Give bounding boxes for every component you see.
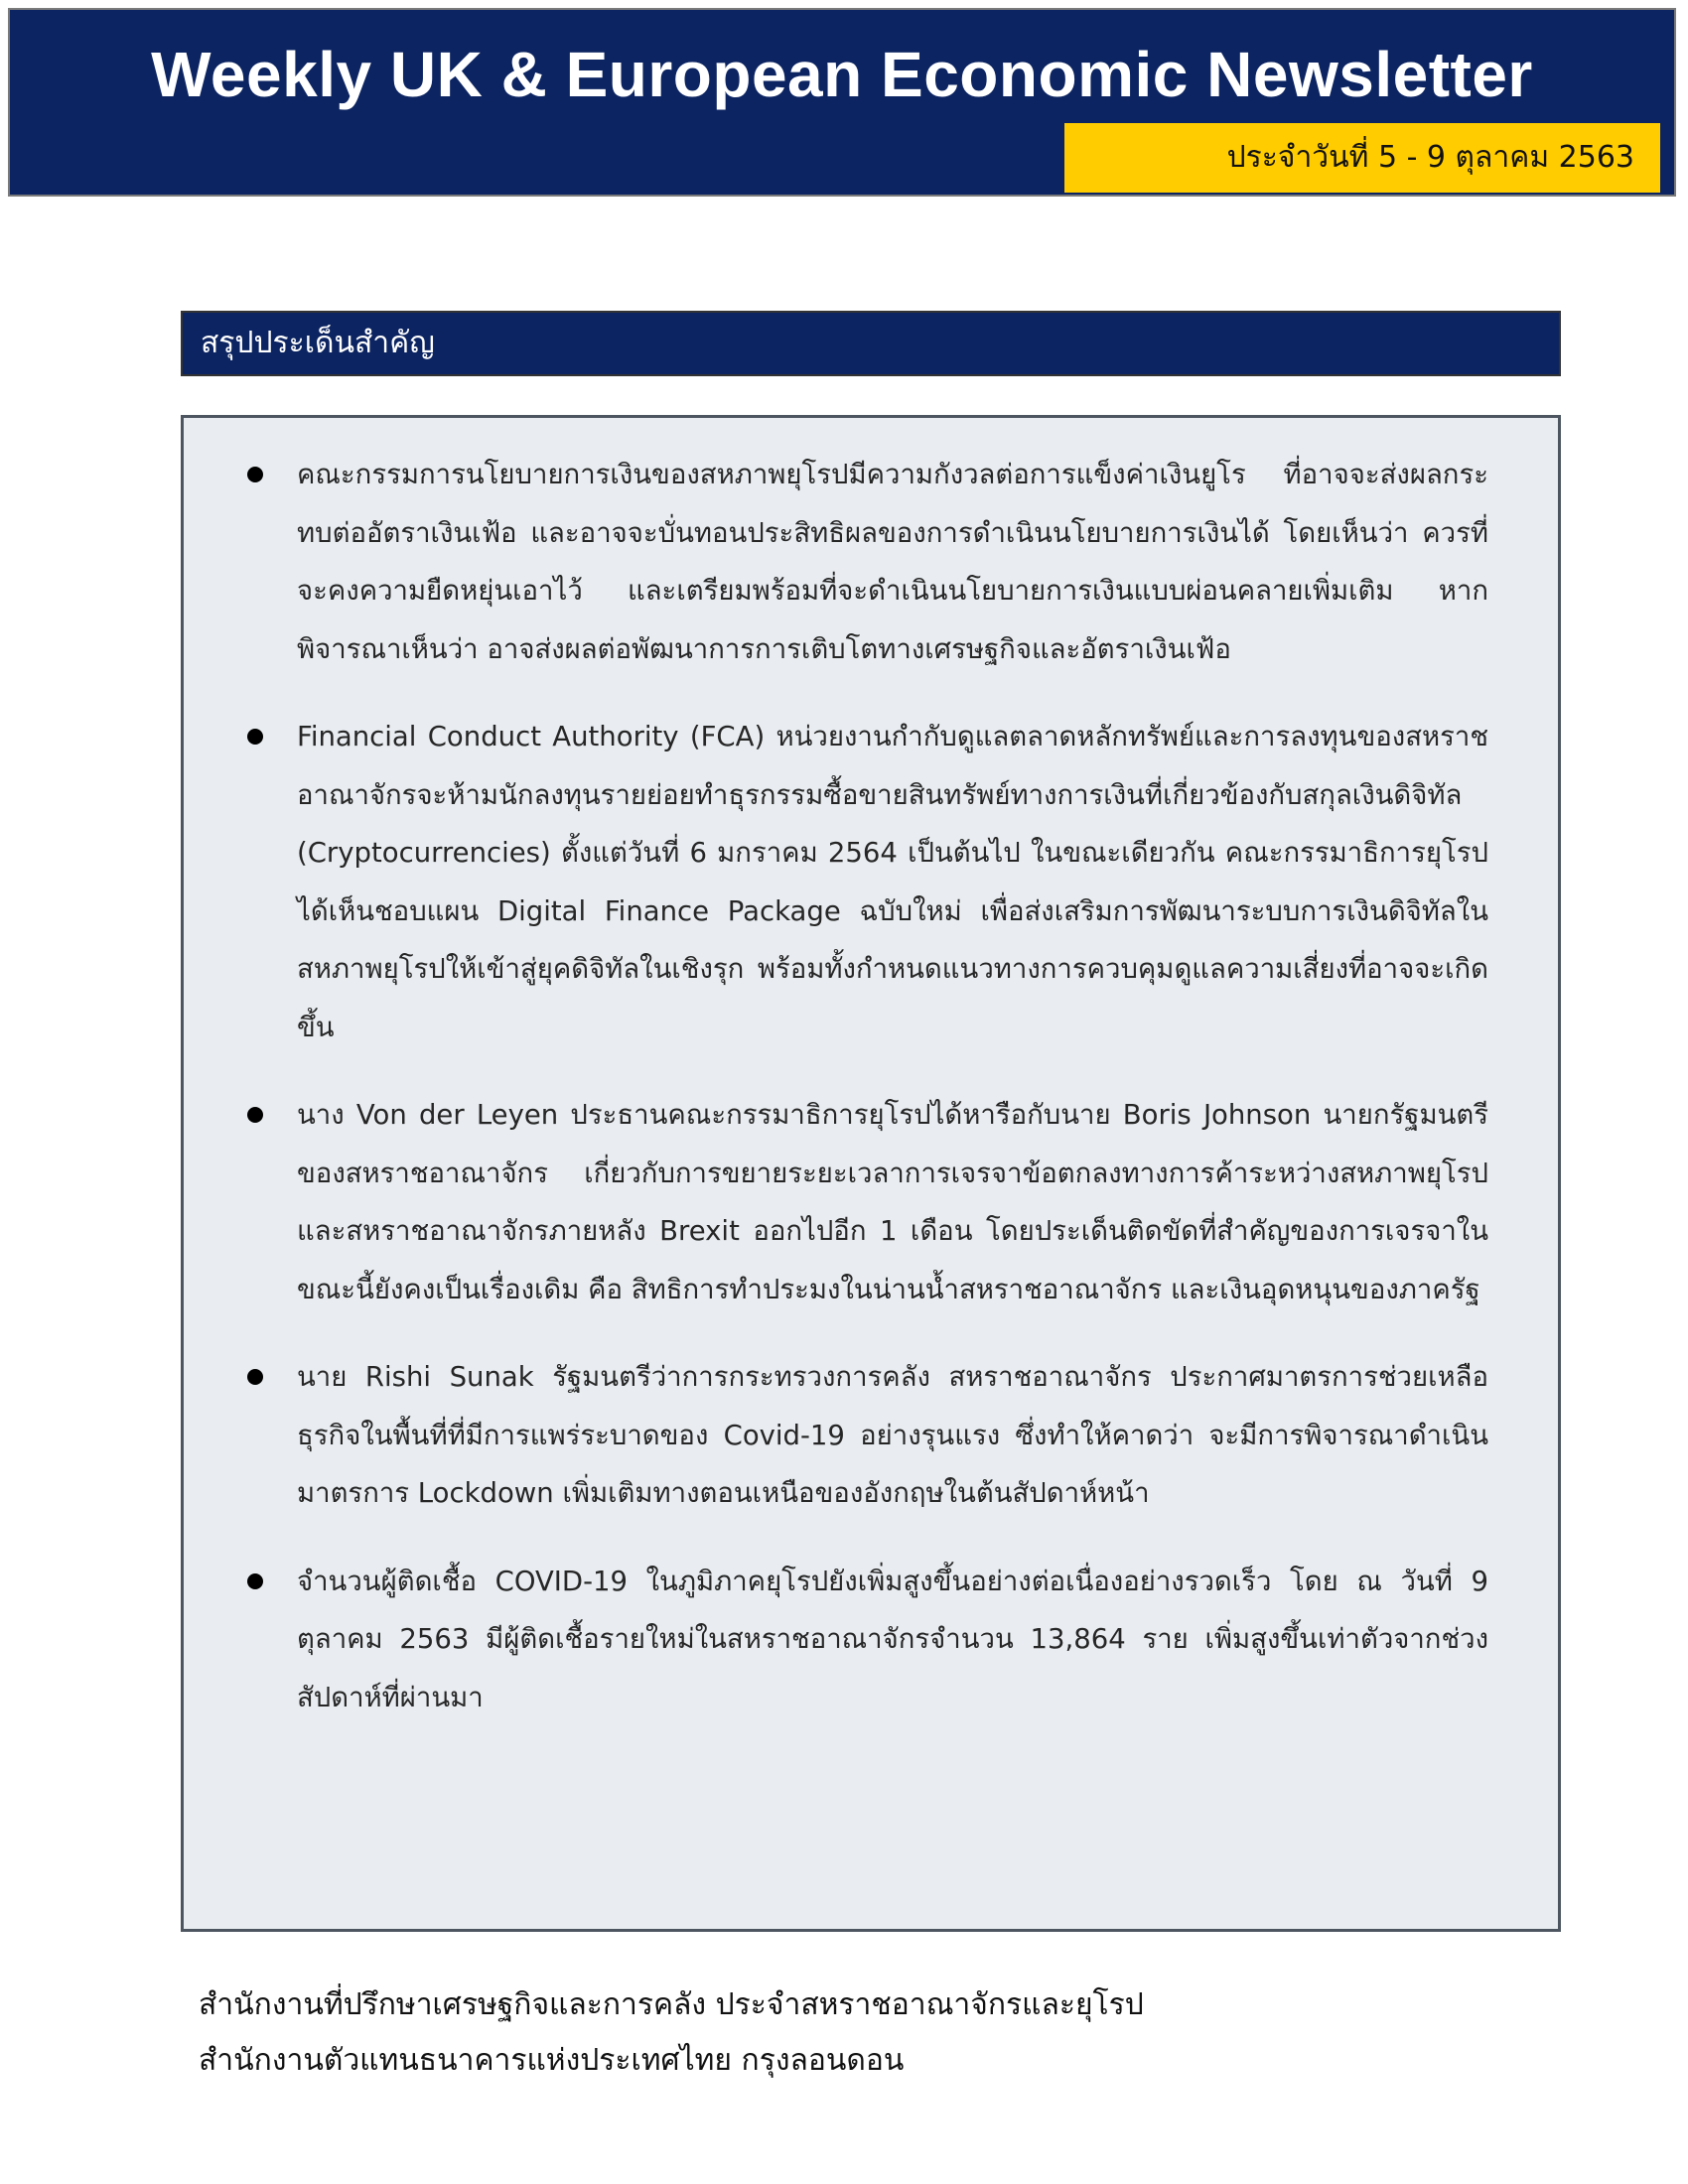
key-point-text: คณะกรรมการนโยบายการเงินของสหภาพยุโรปมีความกังวลต่อการแข็งค่าเงินยูโร ที่อาจจะส่งผลกระทบต่ออัตราเงินเฟ้อ และอาจจะบั่นทอนประสิทธิผลของการดำเนินนโยบายการเงินได้ โดยเห็นว่า ควรที่จะคงความยืดหยุ่นเอาไว้ และเตรียมพร้อมที่จะดำเนินนโยบายการเงินแบบผ่อนคลายเพิ่มเติม หากพิจารณาเห็นว่า อาจส่งผลต่อพัฒนาการการเติบโตทางเศรษฐกิจและอัตราเงินเฟ้อ (297, 459, 1488, 665)
key-points-list (247, 446, 1488, 1756)
key-point-text: Financial Conduct Authority (FCA) หน่วยงานกำกับดูแลตลาดหลักทรัพย์และการลงทุนของสหราชอาณาจักรจะห้ามนักลงทุนรายย่อยทำธุรกรรมซื้อขายสินทรัพย์ทางการเงินที่เกี่ยวข้องกับสกุลเงินดิจิทัล (Cryptocurrencies) ตั้งแต่วันที่ 6 มกราคม 2564 เป็นต้นไป ในขณะเดียวกัน คณะกรรมาธิการยุโรปได้เห็นชอบแผน Digital Finance Package ฉบับใหม่ เพื่อส่งเสริมการพัฒนาระบบการเงินดิจิทัลในสหภาพยุโรปให้เข้าสู่ยุคดิจิทัลในเชิงรุก พร้อมทั้งกำหนดแนวทางการควบคุมดูแลความเสี่ยงที่อาจจะเกิดขึ้น (297, 721, 1488, 1043)
publisher-office-line: สำนักงานที่ปรึกษาเศรษฐกิจและการคลัง ประจำสหราชอาณาจักรและยุโรป (199, 1987, 1144, 2022)
key-point-text: นาย Rishi Sunak รัฐมนตรีว่าการกระทรวงการคลัง สหราชอาณาจักร ประกาศมาตรการช่วยเหลือธุรกิจในพื้นที่ที่มีการแพร่ระบาดของ Covid-19 อย่างรุนแรง ซึ่งทำให้คาดว่า จะมีการพิจารณาดำเนินมาตรการ Lockdown เพิ่มเติมทางตอนเหนือของอังกฤษในต้นสัปดาห์หน้า (297, 1361, 1488, 1509)
key-point-text: จำนวนผู้ติดเชื้อ COVID-19 ในภูมิภาคยุโรปยังเพิ่มสูงขึ้นอย่างต่อเนื่องอย่างรวดเร็ว โดย ณ วันที่ 9 ตุลาคม 2563 มีผู้ติดเชื้อรายใหม่ในสหราชอาณาจักรจำนวน 13,864 ราย เพิ่มสูงขึ้นเท่าตัวจากช่วงสัปดาห์ที่ผ่านมา (297, 1565, 1488, 1713)
key-point-text: นาง Von der Leyen ประธานคณะกรรมาธิการยุโรปได้หารือกับนาย Boris Johnson นายกรัฐมนตรีของสหราชอาณาจักร เกี่ยวกับการขยายระยะเวลาการเจรจาข้อตกลงทางการค้าระหว่างสหภาพยุโรปและสหราชอาณาจักรภายหลัง Brexit ออกไปอีก 1 เดือน โดยประเด็นติดขัดที่สำคัญของการเจรจาในขณะนี้ยังคงเป็นเรื่องเดิม คือ สิทธิการทำประมงในน่านน้ำสหราชอาณาจักร และเงินอุดหนุนของภาครัฐ (297, 1099, 1488, 1305)
newsletter-header (8, 8, 1676, 197)
bullet-dot-icon (247, 1573, 263, 1589)
key-point-item (247, 1086, 1488, 1318)
key-points-panel (181, 415, 1561, 1932)
key-point-item (247, 1553, 1488, 1727)
issue-date-banner: ประจำวันที่ 5 - 9 ตุลาคม 2563 (1064, 123, 1660, 193)
publisher-bank-line: สำนักงานตัวแทนธนาคารแห่งประเทศไทย กรุงลอนดอน (199, 2043, 905, 2078)
key-point-item (247, 1348, 1488, 1523)
key-point-item (247, 446, 1488, 678)
section-heading-key-points: สรุปประเด็นสำคัญ (181, 311, 1561, 376)
publisher-footer (199, 1978, 1539, 2089)
newsletter-title: Weekly UK & European Economic Newsletter (151, 39, 1533, 110)
key-point-item (247, 708, 1488, 1056)
bullet-dot-icon (247, 1369, 263, 1385)
bullet-dot-icon (247, 467, 263, 482)
bullet-dot-icon (247, 729, 263, 745)
bullet-dot-icon (247, 1107, 263, 1123)
